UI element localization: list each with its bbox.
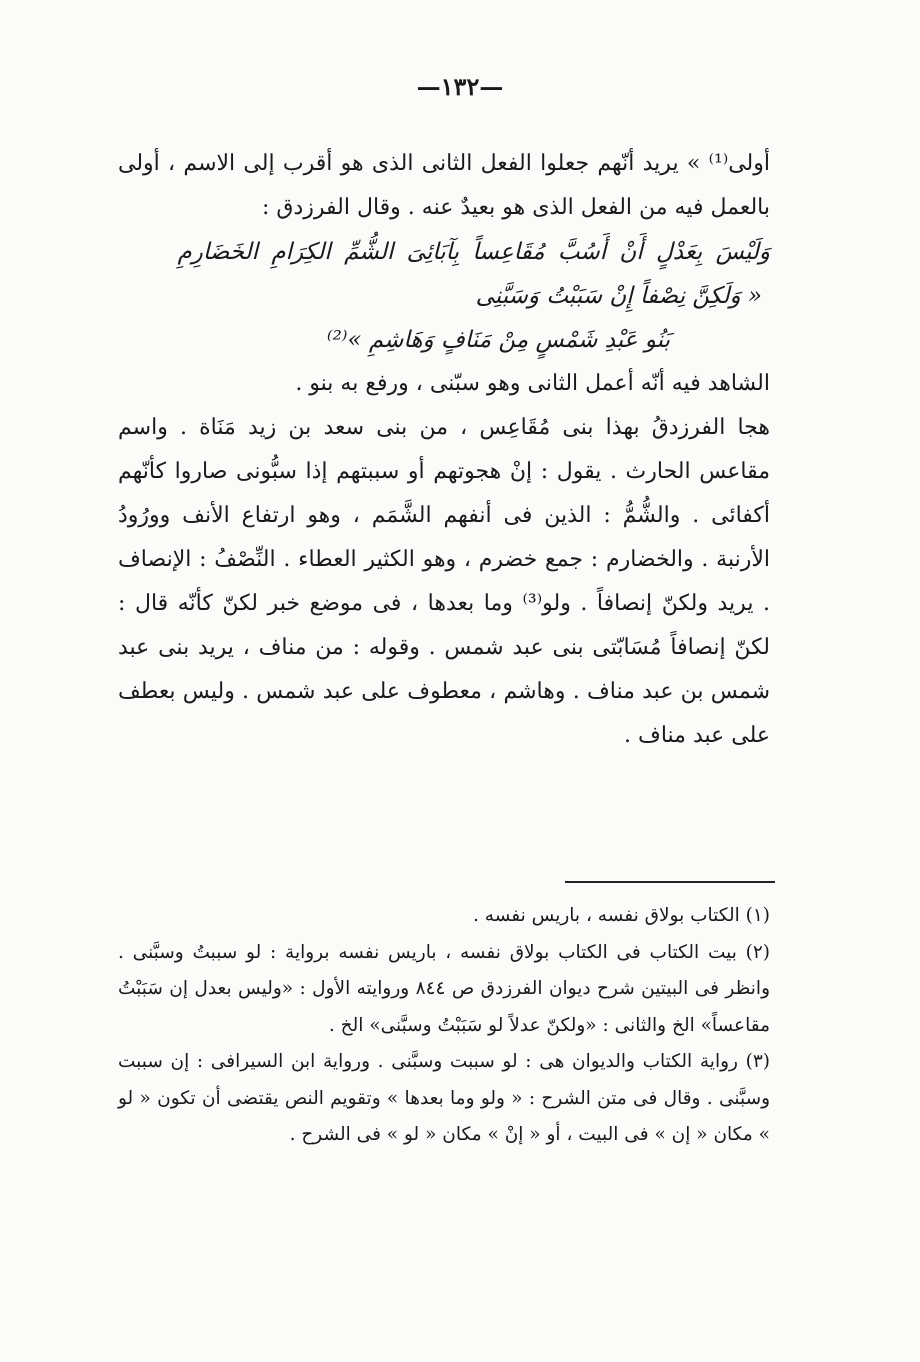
footnotes — [118, 898, 770, 1154]
footnote-1: (١) الكتاب بولاق نفسه ، باريس نفسه . — [473, 905, 770, 926]
verse-line-2: « وَلَكِنَّ نِصْفاً إِنْ سَبَبْتُ وَسَبَّنِى — [475, 283, 762, 309]
verse-line-1: وَلَيْسَ بِعَدْلٍ أَنْ أَسُبَّ مُقَاعِساً بِآبَائِىَ الشُّمِّ الكِرَامِ الخَضَارِمِ — [177, 239, 770, 265]
intro-paragraph: أولى⁽¹⁾ » يريد أنّهم جعلوا الفعل الثانى الذى هو أقرب إلى الاسم ، أولى بالعمل فيه من الفعل الذى هو بعيدٌ عنه . وقال الفرزدق : — [118, 151, 770, 220]
page-number: —١٣٢— — [416, 72, 504, 101]
footnote-divider — [565, 881, 775, 883]
verse-line-3: بَنُو عَبْدِ شَمْسٍ مِنْ مَنَافٍ وَهَاشِمِ »⁽²⁾ — [326, 327, 670, 353]
main-text — [118, 142, 770, 758]
commentary-paragraph: هجا الفرزدقُ بهذا بنى مُقَاعِس ، من بنى سعد بن زيد مَنَاة . واسم مقاعس الحارث . يقول : إنْ هجوتهم أو سببتهم إذا سبُّونى صاروا كأنّهم أكفائى . والشُّمُّ : الذين فى أنفهم الشَّمَم ، وهو ارتفاع الأنف وورُودُ الأرنبة . والخضارم : جمع خضرم ، وهو الكثير العطاء . النِّصْفُ : الإنصاف . يريد ولكنّ إنصافاً . ولو⁽³⁾ وما بعدها ، فى موضع خبر لكنّ كأنّه قال : لكنّ إنصافاً مُسَابّتى بنى عبد شمس . وقوله : من مناف ، يريد بنى عبد شمس بن عبد مناف . وهاشم ، معطوف على عبد شمس . وليس بعطف على عبد مناف . — [118, 415, 770, 748]
footnote-3: (٣) رواية الكتاب والديوان هى : لو سببت وسبَّنى . ورواية ابن السيرافى : إن سببت وسبَّنى . وقال فى متن الشرح : « ولو وما بعدها » وتقويم النص يقتضى أن تكون « لو » مكان « إن » فى البيت ، أو « إنْ » مكان « لو » فى الشرح . — [118, 1051, 770, 1145]
footnote-2: (٢) بيت الكتاب فى الكتاب بولاق نفسه ، باريس نفسه برواية : لو سببتُ وسبَّنى . وانظر فى البيتين شرح ديوان الفرزدق ص ٨٤٤ وروايته الأول : «وليس بعدل إن سَبَبْتُ مقاعساً» الخ والثانى : «ولكنّ عدلاً لو سَبَبْتُ وسبَّنى» الخ . — [118, 941, 770, 1036]
shahid-paragraph: الشاهد فيه أنّه أعمل الثانى وهو سبّنى ، ورفع به بنو . — [295, 371, 770, 396]
